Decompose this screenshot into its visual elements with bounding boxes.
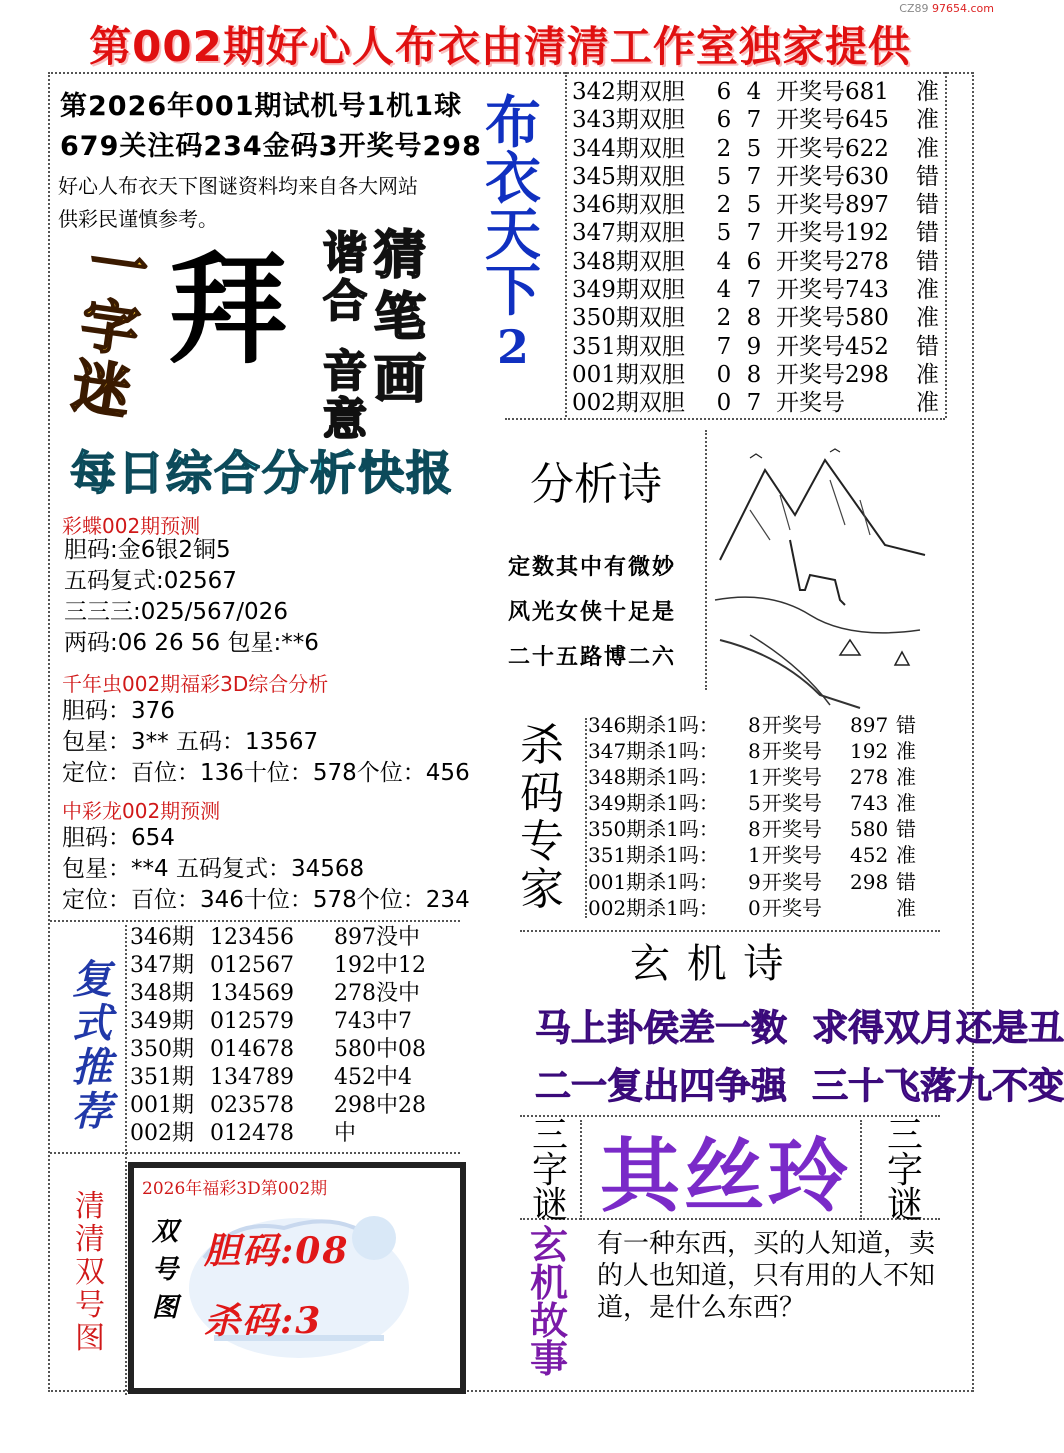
divider [48, 72, 973, 74]
result-mark: 准 [916, 390, 939, 417]
label-char: 三 [531, 1115, 568, 1156]
qingqing-side-label [150, 1213, 180, 1327]
kill-row [588, 790, 933, 816]
result-mark: 准 [916, 135, 939, 162]
mystic-poem-title: 玄 机 诗 [630, 941, 786, 987]
prediction-line: 胆码：376 [62, 698, 175, 724]
result-period: 346期双胆 [572, 192, 685, 219]
divider [565, 72, 567, 417]
watermark [899, 2, 994, 15]
kill-row [588, 842, 933, 868]
qiannian-title: 千年虫002期福彩3D综合分析 [62, 672, 329, 696]
qiannian-block [62, 696, 470, 789]
divider [50, 920, 460, 922]
riddle-char: 合 [323, 276, 367, 327]
result-draw: 开奖号743 [776, 277, 889, 304]
result-period: 347期双胆 [572, 220, 685, 247]
compound-label [62, 958, 122, 1134]
divider [580, 1120, 582, 1220]
divider [972, 72, 974, 1392]
label-char: 推 [72, 1044, 112, 1091]
prediction-line: 三三三:025/567/026 [64, 599, 288, 625]
label-char: 谜 [886, 1185, 923, 1226]
result-draw: 开奖号622 [776, 135, 889, 162]
prediction-line: 五码复式:02567 [64, 568, 237, 594]
result-b: 5 [746, 192, 762, 219]
result-row [572, 78, 947, 106]
divider [585, 718, 587, 918]
result-a: 5 [716, 163, 732, 190]
kill-period: 347期杀1吗： [588, 739, 719, 764]
compound-combo: 012567 [210, 953, 294, 978]
result-period: 345期双胆 [572, 163, 685, 190]
kill-row [588, 816, 933, 842]
kill-draw: 开奖号 [762, 765, 822, 790]
compound-period: 001期 [130, 1093, 194, 1118]
result-row [572, 106, 947, 134]
result-a: 5 [716, 220, 732, 247]
label-char: 字 [886, 1150, 923, 1191]
label-char: 双 [151, 1217, 178, 1247]
three-char-label-left [525, 1115, 575, 1226]
riddle-char: 音 [323, 346, 367, 397]
kill-period: 002期杀1吗： [588, 895, 719, 920]
kill-number: 1 [748, 843, 761, 868]
result-b: 7 [746, 220, 762, 247]
brand-char: 下 [485, 258, 541, 324]
result-mark: 准 [916, 361, 939, 388]
result-b: 8 [746, 305, 762, 332]
qingqing-box [128, 1162, 466, 1394]
compound-combo: 012478 [210, 1121, 294, 1146]
kill-draw-number: 743 [850, 791, 889, 816]
page-title: 第002期好心人布衣由清清工作室独家提供 [89, 22, 911, 71]
caidie-block [64, 535, 319, 659]
label-char: 双 [75, 1255, 105, 1290]
result-mark: 错 [916, 333, 939, 360]
result-period: 348期双胆 [572, 248, 685, 275]
divider [860, 1120, 862, 1220]
kill-draw: 开奖号 [762, 869, 822, 894]
compound-combo: 023578 [210, 1093, 294, 1118]
poem-line: 风光女侠十足是 [508, 599, 677, 625]
trial-note-1: 好心人布衣天下图谜资料均来自各大网站 [58, 174, 418, 198]
kill-period: 348期杀1吗： [588, 765, 719, 790]
kill-period: 350期杀1吗： [588, 817, 719, 842]
compound-period: 348期 [130, 981, 194, 1006]
result-mark: 错 [916, 248, 939, 275]
kill-number: 5 [748, 791, 761, 816]
compound-row [130, 952, 460, 980]
result-draw: 开奖号630 [776, 163, 889, 190]
result-period: 349期双胆 [572, 277, 685, 304]
kill-row [588, 895, 933, 921]
riddle-char: 谐 [323, 228, 367, 279]
prediction-line: 定位：百位：136十位：578个位：456 [62, 760, 470, 786]
compound-period: 347期 [130, 953, 194, 978]
compound-combo: 134569 [210, 981, 294, 1006]
riddle-char: 字 [76, 290, 144, 366]
kill-mark: 准 [896, 739, 916, 764]
label-char: 号 [151, 1255, 178, 1285]
kill-period: 346期杀1吗： [588, 713, 719, 737]
result-row [572, 191, 947, 219]
kill-number: 8 [748, 739, 761, 764]
kill-draw-number: 897 [850, 713, 889, 737]
riddle-char: 笔 [373, 287, 426, 348]
result-a: 6 [716, 79, 732, 105]
result-draw: 开奖号681 [776, 79, 889, 105]
brand-char: 2 [496, 320, 529, 374]
label-char: 机 [529, 1261, 568, 1305]
result-row [572, 333, 947, 361]
zhongcailong-block [62, 823, 470, 916]
kill-draw-number [850, 895, 896, 921]
result-b: 7 [746, 277, 762, 304]
result-row [572, 361, 947, 389]
riddle-char: 画 [373, 349, 426, 410]
watermark-prefix: CZ89 [899, 2, 929, 15]
label-char: 复 [72, 956, 112, 1003]
kill-mark: 准 [896, 791, 916, 816]
result-b: 5 [746, 135, 762, 162]
result-draw: 开奖号192 [776, 220, 889, 247]
label-char: 号 [75, 1288, 105, 1323]
result-draw: 开奖号645 [776, 107, 889, 134]
result-draw: 开奖号452 [776, 333, 889, 360]
compound-result: 278没中 [334, 981, 420, 1006]
zhongcailong-title: 中彩龙002期预测 [62, 799, 221, 823]
result-draw: 开奖号278 [776, 248, 889, 275]
qingqing-box-title: 2026年福彩3D第002期 [142, 1179, 328, 1199]
riddle-char: 猜 [373, 225, 426, 286]
divider [125, 925, 127, 1395]
result-row [572, 304, 947, 332]
trial-line-2: 679关注码234金码3开奖号298 [60, 131, 482, 162]
prediction-line: 胆码:金6银2铜5 [64, 537, 231, 563]
kill-period: 001期杀1吗： [588, 869, 719, 894]
compound-period: 350期 [130, 1037, 194, 1062]
result-mark: 准 [916, 79, 939, 105]
prediction-line: 两码:06 26 56 包星:**6 [64, 630, 319, 656]
riddle-main-char: 拜 [168, 239, 288, 380]
compound-row [130, 1036, 460, 1064]
result-a: 4 [716, 248, 732, 275]
compound-result: 298中28 [334, 1093, 426, 1118]
result-mark: 错 [916, 220, 939, 247]
kill-number: 8 [748, 817, 761, 842]
result-b: 8 [746, 361, 762, 388]
kill-draw: 开奖号 [762, 739, 822, 764]
result-period: 351期双胆 [572, 333, 685, 360]
result-row [572, 389, 947, 417]
compound-row [130, 1120, 460, 1148]
label-char: 事 [529, 1337, 568, 1381]
result-row [572, 219, 947, 247]
brand-char: 天 [485, 202, 541, 268]
watermark-site: 97654.com [932, 2, 994, 15]
result-a: 0 [716, 361, 732, 388]
kill-draw: 开奖号 [762, 791, 822, 816]
compound-row [130, 924, 460, 952]
double-results-table [572, 78, 947, 418]
result-period: 002期双胆 [572, 390, 685, 417]
compound-row [130, 1008, 460, 1036]
kill-number: 8 [748, 713, 761, 737]
brand-char: 布 [485, 90, 541, 156]
divider [48, 72, 50, 1392]
brand-char: 衣 [485, 146, 541, 212]
result-a: 6 [716, 107, 732, 134]
result-draw: 开奖号298 [776, 361, 889, 388]
kill-draw: 开奖号 [762, 895, 822, 920]
divider [505, 418, 945, 420]
result-period: 350期双胆 [572, 305, 685, 332]
kill-mark: 准 [896, 843, 916, 868]
compound-result: 中 [334, 1121, 357, 1146]
label-char: 家 [520, 864, 564, 915]
compound-period: 002期 [130, 1121, 194, 1146]
label-char: 式 [72, 1000, 112, 1047]
result-draw: 开奖号 [776, 390, 845, 417]
three-char-label-right [880, 1115, 930, 1226]
poem-line: 二十五路博二六 [508, 644, 677, 670]
kill-number: 0 [748, 895, 761, 920]
compound-row [130, 1092, 460, 1120]
compound-combo: 012579 [210, 1009, 294, 1034]
label-char: 字 [531, 1150, 568, 1191]
result-period: 344期双胆 [572, 135, 685, 162]
result-mark: 错 [916, 192, 939, 219]
compound-period: 349期 [130, 1009, 194, 1034]
story-text: 有一种东西，买的人知道，卖的人也知道，只有用的人不知道，是什么东西？ [597, 1229, 936, 1323]
result-row [572, 276, 947, 304]
kill-row [588, 764, 933, 790]
compound-period: 351期 [130, 1065, 194, 1090]
kill-mark: 准 [896, 895, 916, 920]
kill-mark: 错 [896, 869, 916, 894]
compound-row [130, 1064, 460, 1092]
result-a: 2 [716, 135, 732, 162]
kill-mark: 准 [896, 765, 916, 790]
kill-mark: 错 [896, 713, 916, 737]
compound-result: 192中12 [334, 953, 426, 978]
result-row [572, 135, 947, 163]
label-char: 三 [886, 1115, 923, 1156]
mystic-poem-line-2: 二一复出四争强 三十飞落九不变 [535, 1066, 1064, 1107]
prediction-line: 胆码：654 [62, 825, 175, 851]
compound-result: 743中7 [334, 1009, 412, 1034]
kill-draw-number: 278 [850, 765, 889, 790]
result-b: 7 [746, 390, 762, 417]
compound-combo: 134789 [210, 1065, 294, 1090]
riddle-char: 迷 [67, 351, 135, 428]
result-mark: 错 [916, 163, 939, 190]
result-mark: 准 [916, 305, 939, 332]
label-char: 码 [520, 768, 564, 819]
result-mark: 准 [916, 107, 939, 134]
result-draw: 开奖号580 [776, 305, 889, 332]
riddle-char: 一 [85, 228, 153, 305]
riddle-hint-col-2 [315, 230, 375, 444]
result-period: 343期双胆 [572, 107, 685, 134]
kill-draw-number: 298 [850, 869, 889, 894]
result-b: 6 [746, 248, 762, 275]
kill-draw: 开奖号 [762, 843, 822, 868]
kill-draw: 开奖号 [762, 713, 822, 737]
kill-draw-number: 580 [850, 817, 889, 842]
prediction-line: 包星：3** 五码：13567 [62, 729, 319, 755]
qingqing-label [70, 1190, 110, 1355]
result-period: 342期双胆 [572, 79, 685, 105]
three-char-answer: 其丝玲 [600, 1130, 852, 1223]
prediction-line: 包星：**4 五码复式：34568 [62, 856, 365, 882]
riddle-type-label [62, 228, 157, 428]
kill-row [588, 869, 933, 895]
daily-report-title: 每日综合分析快报 [70, 446, 454, 500]
compound-combo: 123456 [210, 925, 294, 950]
result-a: 0 [716, 390, 732, 417]
brand-vertical [483, 90, 543, 375]
result-a: 2 [716, 305, 732, 332]
kill-mark: 错 [896, 817, 916, 842]
result-b: 7 [746, 163, 762, 190]
result-b: 4 [746, 79, 762, 105]
prediction-line: 定位：百位：346十位：578个位：234 [62, 887, 470, 913]
label-char: 杀 [520, 720, 564, 771]
landscape-illustration [710, 440, 935, 710]
kill-row [588, 712, 933, 738]
caidie-title: 彩蝶002期预测 [62, 514, 201, 538]
label-char: 图 [75, 1321, 105, 1356]
label-char: 专 [520, 816, 564, 867]
divider [50, 1152, 460, 1154]
label-char: 清 [75, 1189, 105, 1224]
result-mark: 准 [916, 277, 939, 304]
label-char: 图 [151, 1293, 178, 1323]
kill-period: 349期杀1吗： [588, 791, 719, 816]
result-row [572, 248, 947, 276]
label-char: 荐 [72, 1088, 112, 1135]
kill-draw-number: 192 [850, 739, 889, 764]
compound-result: 897没中 [334, 925, 420, 950]
result-b: 9 [746, 333, 762, 360]
compound-combo: 014678 [210, 1037, 294, 1062]
riddle-char: 意 [323, 394, 367, 445]
dan-code: 胆码:08 [204, 1230, 350, 1272]
label-char: 玄 [529, 1223, 568, 1267]
kill-draw-number: 452 [850, 843, 889, 868]
trial-line-1: 第2026年001期试机号1机1球 [60, 91, 463, 122]
compound-result: 452中4 [334, 1065, 412, 1090]
kill-expert-label [512, 722, 572, 914]
kill-period: 351期杀1吗： [588, 843, 719, 868]
label-char: 故 [529, 1299, 568, 1343]
kill-code: 杀码:3 [204, 1300, 323, 1342]
kill-number: 9 [748, 869, 761, 894]
story-label [524, 1223, 574, 1381]
result-row [572, 163, 947, 191]
result-a: 2 [716, 192, 732, 219]
result-b: 7 [746, 107, 762, 134]
kill-row [588, 738, 933, 764]
label-char: 清 [75, 1222, 105, 1257]
result-a: 4 [716, 277, 732, 304]
trial-note-2: 供彩民谨慎参考。 [58, 207, 218, 231]
mystic-poem-line-1: 马上卦侯差一数 求得双月还是丑 [535, 1008, 1064, 1049]
result-period: 001期双胆 [572, 361, 685, 388]
result-draw: 开奖号897 [776, 192, 889, 219]
analysis-poem-title: 分析诗 [530, 459, 662, 510]
compound-period: 346期 [130, 925, 194, 950]
result-a: 7 [716, 333, 732, 360]
compound-result: 580中08 [334, 1037, 426, 1062]
kill-table [588, 712, 933, 921]
compound-table [130, 924, 460, 1148]
kill-number: 1 [748, 765, 761, 790]
divider [705, 430, 707, 690]
poem-line: 定数其中有微妙 [508, 554, 677, 580]
analysis-poem [508, 545, 676, 680]
riddle-hint-col-1 [370, 225, 430, 411]
label-char: 谜 [531, 1185, 568, 1226]
compound-row [130, 980, 460, 1008]
kill-draw: 开奖号 [762, 817, 822, 842]
